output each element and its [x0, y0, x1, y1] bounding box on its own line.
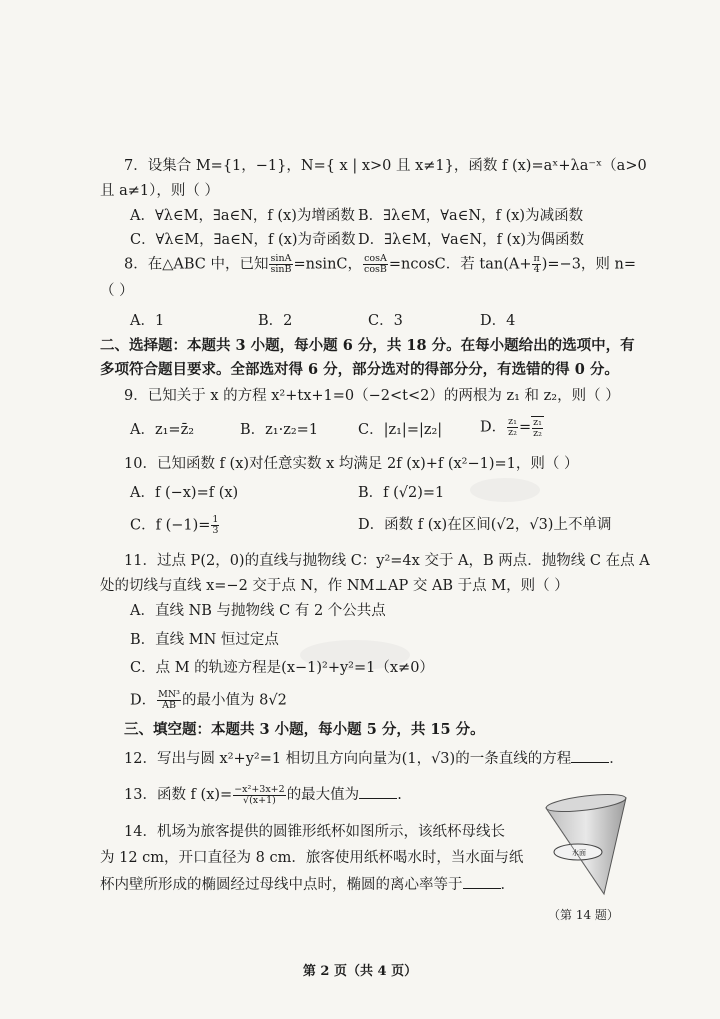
- denominator: AB: [162, 700, 176, 711]
- q7-stem-line2: 且 a≠1），则（ ）: [100, 183, 219, 199]
- denominator: z₂: [533, 428, 542, 439]
- fraction: [233, 785, 286, 806]
- scan-smudge: [470, 478, 540, 502]
- q14-end: ．: [500, 877, 515, 893]
- numerator: MN³: [158, 689, 180, 700]
- answer-blank: [571, 748, 609, 763]
- q8-mid2: =ncosC．若 tan(A+: [388, 256, 532, 273]
- q9-d-mid: =: [518, 419, 532, 436]
- q14-stem-line3: [100, 874, 515, 895]
- q12-text: 12．写出与圆 x²+y²=1 相切且方向向量为(1，√3)的一条直线的方程: [124, 751, 572, 767]
- q13-stem: [124, 784, 402, 806]
- q11-option-c: C．点 M 的轨迹方程是(x−1)²+y²=1（x≠0）: [130, 660, 434, 676]
- q10-option-d: D．函数 f (x)在区间(√2，√3)上不单调: [358, 517, 612, 533]
- q12-stem: [124, 748, 624, 769]
- q9-stem: 9．已知关于 x 的方程 x²+tx+1=0（−2<t<2）的两根为 z₁ 和 z₂，则（ ）: [124, 388, 620, 404]
- q8-suffix: )=−3，则 n=: [541, 256, 637, 273]
- q9-option-c: C．|z₁|=|z₂|: [358, 422, 443, 438]
- q14-text: 杯内壁所形成的椭圆经过母线中点时，椭圆的离心率等于: [100, 877, 463, 893]
- denominator: 3: [212, 525, 219, 536]
- section3-heading: 三、填空题：本题共 3 小题，每小题 5 分，共 15 分。: [124, 721, 485, 738]
- fraction: [532, 418, 543, 439]
- water-surface-label: 水面: [572, 849, 586, 857]
- fraction: [363, 254, 388, 275]
- denominator: sinB: [270, 264, 292, 275]
- q7-option-d: D．∃λ∈M，∀a∈N，f (x)为偶函数: [358, 232, 585, 248]
- q7-option-a: A．∀λ∈M，∃a∈N，f (x)为增函数: [130, 208, 355, 224]
- q10-c-prefix: C．f (−1)=: [130, 517, 211, 534]
- q11-stem-line2: 处的切线与直线 x=−2 交于点 N，作 NM⊥AP 交 AB 于点 M，则（ ）: [100, 578, 569, 594]
- numerator: 1: [212, 514, 219, 525]
- q14-stem-line1: 14．机场为旅客提供的圆锥形纸杯如图所示，该纸杯母线长: [124, 824, 505, 840]
- answer-blank: [463, 874, 501, 889]
- q7-option-c: C．∀λ∈M，∃a∈N，f (x)为奇函数: [130, 232, 356, 248]
- q7-stem-line1: 7．设集合 M={1，−1}，N={ x | x>0 且 x≠1}，函数 f (x)=aˣ+λa⁻ˣ（a>0: [124, 158, 647, 174]
- q8-option-a: A．1: [130, 313, 165, 329]
- numerator: sinA: [270, 253, 292, 264]
- q7-option-b: B．∃λ∈M，∀a∈N，f (x)为减函数: [358, 208, 584, 224]
- q13-prefix: 13．函数 f (x)=: [124, 787, 233, 803]
- fraction: [211, 515, 219, 536]
- fraction: [157, 690, 181, 711]
- cone-cup-figure: [526, 790, 648, 900]
- q8-option-c: C．3: [368, 313, 403, 329]
- q13-end: .: [397, 787, 402, 803]
- q11-option-a: A．直线 NB 与抛物线 C 有 2 个公共点: [130, 603, 386, 619]
- fraction: [269, 254, 292, 275]
- fraction: [532, 254, 540, 275]
- section2-heading-line1: 二、选择题：本题共 3 小题，每小题 6 分，共 18 分。在每小题给出的选项中，有: [100, 337, 635, 354]
- figure-caption: （第 14 题）: [548, 908, 619, 922]
- q8-mid1: =nsinC，: [293, 256, 362, 273]
- q11-stem-line1: 11．过点 P(2，0)的直线与抛物线 C：y²=4x 交于 A，B 两点．抛物线 C 在点 A: [124, 553, 650, 569]
- q10-stem: 10．已知函数 f (x)对任意实数 x 均满足 2f (x)+f (x²−1)=1，则（ ）: [124, 456, 579, 472]
- answer-blank: [359, 784, 397, 799]
- q10-option-c: [130, 515, 220, 536]
- q9-option-a: A．z₁=z̄₂: [130, 422, 195, 438]
- q10-option-b: B．f (√2)=1: [358, 485, 445, 501]
- numerator: cosA: [364, 253, 387, 264]
- page-footer: 第 2 页（共 4 页）: [302, 964, 418, 979]
- q8-option-b: B．2: [258, 313, 293, 329]
- q11-option-b: B．直线 MN 恒过定点: [130, 632, 279, 648]
- denominator: √(x+1): [243, 794, 276, 806]
- numerator: π: [533, 253, 540, 264]
- q8-stem-line1: [124, 254, 636, 275]
- q11-option-d: [130, 690, 287, 711]
- q12-end: ．: [609, 751, 624, 767]
- q8-stem-line2: （ ）: [100, 283, 134, 299]
- fraction: [507, 417, 518, 438]
- q13-suffix: 的最大值为: [286, 787, 360, 803]
- q9-d-prefix: D．: [480, 419, 507, 436]
- numerator: −x²+3x+2: [234, 783, 285, 795]
- q8-prefix: 8．在△ABC 中，已知: [124, 256, 269, 273]
- q9-option-b: B．z₁·z₂=1: [240, 422, 319, 438]
- section2-heading-line2: 多项符合题目要求。全部选对得 6 分，部分选对的得部分分，有选错的得 0 分。: [100, 361, 619, 378]
- conjugate-bar: [531, 416, 544, 439]
- q8-option-d: D．4: [480, 313, 516, 329]
- denominator: z₂: [508, 427, 517, 438]
- numerator: z₁: [533, 417, 542, 428]
- denominator: cosB: [364, 264, 387, 275]
- numerator: z₁: [508, 416, 517, 427]
- q11-d-suffix: 的最小值为 8√2: [182, 692, 287, 709]
- denominator: 4: [533, 264, 540, 275]
- q9-option-d: [480, 416, 544, 439]
- q11-d-prefix: D．: [130, 692, 157, 709]
- q14-stem-line2: 为 12 cm，开口直径为 8 cm．旅客使用纸杯喝水时，当水面与纸: [100, 850, 524, 866]
- q10-option-a: A．f (−x)=f (x): [130, 485, 239, 501]
